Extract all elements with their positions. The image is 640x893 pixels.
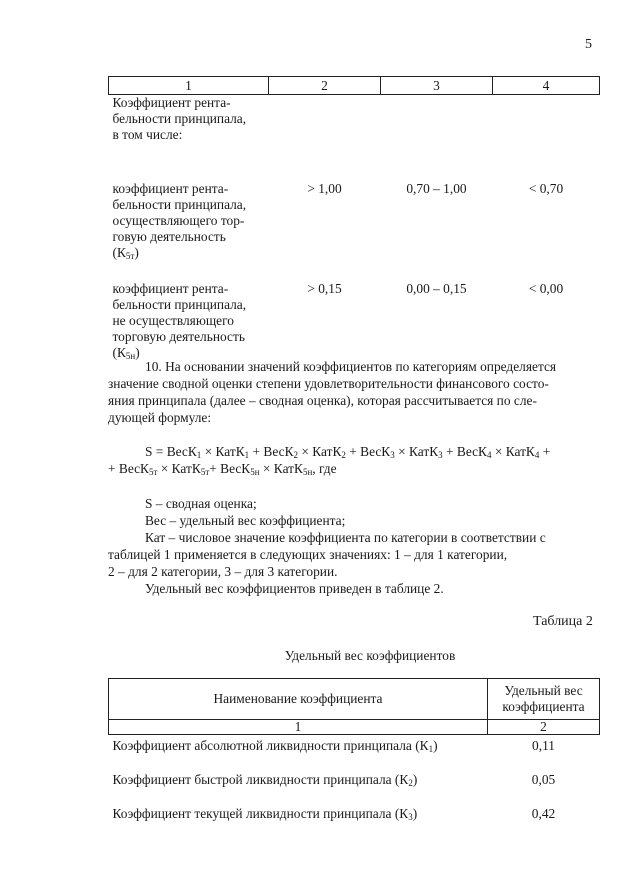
- coefficient-name: [109, 281, 269, 361]
- formula-line-1: S = ВесК$_1$ × КатК$_1$ + ВесК$_2$ × КатК$_2$ + ВесК$_3$ × КатК$_3$ + ВесК$_4$ × КатК$_4$ +: [145, 444, 551, 460]
- paragraph-line: 10. На основании значений коэффициентов по категориям определяется: [145, 359, 557, 374]
- header-weight: Удельный вес коэффициента: [488, 679, 600, 720]
- table-row: [109, 803, 600, 837]
- coefficient-weight: 0,05: [531, 772, 556, 787]
- column-number-1: 1: [109, 720, 488, 735]
- category-1-value: > 0,15: [307, 281, 342, 296]
- category-3-value: < 0,00: [528, 281, 564, 296]
- coefficient-weight: 0,11: [532, 738, 555, 753]
- column-number-2: 2: [488, 720, 600, 735]
- table-header-row: [109, 77, 600, 95]
- definition-kat: таблицей 1 применяется в следующих значениях: 1 – для 1 категории,: [108, 547, 508, 562]
- coefficient-name: [109, 95, 269, 182]
- table-row: [109, 281, 600, 361]
- coefficient-code: $(К_{5т})$: [112, 245, 139, 261]
- name-line: осуществляющего тор-: [112, 213, 245, 228]
- weights-table: [108, 678, 600, 837]
- paragraph-line: значение сводной оценки степени удовлетворительности финансового состо-: [108, 376, 549, 391]
- coefficient-name: [109, 181, 269, 281]
- table-number-row: [109, 720, 600, 735]
- category-table: [108, 76, 600, 361]
- name-line: говую деятельность: [112, 229, 226, 244]
- table-title: Удельный вес коэффициентов: [284, 648, 456, 663]
- definition-kat: Кат – числовое значение коэффициента по категории в соответствии с: [145, 530, 546, 545]
- page-number: 5: [585, 37, 592, 52]
- table-label: Таблица 2: [533, 614, 593, 629]
- category-1-value: > 1,00: [307, 181, 342, 196]
- table-row: [109, 181, 600, 281]
- name-line: бельности принципала,: [112, 297, 247, 312]
- paragraph-10: [108, 358, 598, 426]
- table-row: [109, 735, 600, 770]
- definition-ves: Вес – удельный вес коэффициента;: [145, 513, 346, 528]
- coefficient-name: Коэффициент текущей ликвидности принципала $(К_3)$: [112, 806, 418, 822]
- category-2-value: 0,70 – 1,00: [406, 181, 467, 196]
- name-line: бельности принципала,: [112, 197, 247, 212]
- paragraph-line: дующей формуле:: [108, 410, 212, 425]
- coefficient-name: Коэффициент быстрой ликвидности принципала $(К_2)$: [112, 772, 418, 788]
- name-line: не осуществляющего: [112, 313, 234, 328]
- name-line: Коэффициент рента-: [112, 95, 231, 110]
- name-line: в том числе:: [112, 127, 183, 142]
- paragraph-line: яния принципала (далее – сводная оценка), которая рассчитывается по сле-: [108, 393, 537, 408]
- table-row: [109, 769, 600, 803]
- definition-kat: 2 – для 2 категории, 3 – для 3 категории.: [108, 564, 338, 579]
- name-line: коэффициент рента-: [112, 181, 229, 196]
- definition-s: S – сводная оценка;: [145, 496, 257, 511]
- column-number-3: 3: [381, 77, 493, 95]
- name-line: коэффициент рента-: [112, 281, 229, 296]
- column-number-2: 2: [269, 77, 381, 95]
- category-3-value: < 0,70: [528, 181, 564, 196]
- header-name: Наименование коэффициента: [109, 679, 488, 720]
- table-row: [109, 95, 600, 182]
- name-line: бельности принципала,: [112, 111, 247, 126]
- definitions: [108, 495, 598, 597]
- name-line: торговую деятельность: [112, 329, 245, 344]
- coefficient-weight: 0,42: [531, 806, 556, 821]
- table-header-row: [109, 679, 600, 720]
- column-number-1: 1: [109, 77, 269, 95]
- formula-line-2: + ВесК$_{5т}$ × КатК$_{5т}$+ ВесК$_{5н}$ × КатК$_{5н}$, где: [108, 461, 337, 477]
- formula: [108, 443, 598, 477]
- column-number-4: 4: [493, 77, 600, 95]
- coefficient-code: $(К_{5н})$: [112, 345, 140, 361]
- weights-note: Удельный вес коэффициентов приведен в таблице 2.: [145, 581, 444, 596]
- coefficient-name: Коэффициент абсолютной ликвидности принципала $(К_1)$: [112, 738, 438, 754]
- category-2-value: 0,00 – 0,15: [406, 281, 467, 296]
